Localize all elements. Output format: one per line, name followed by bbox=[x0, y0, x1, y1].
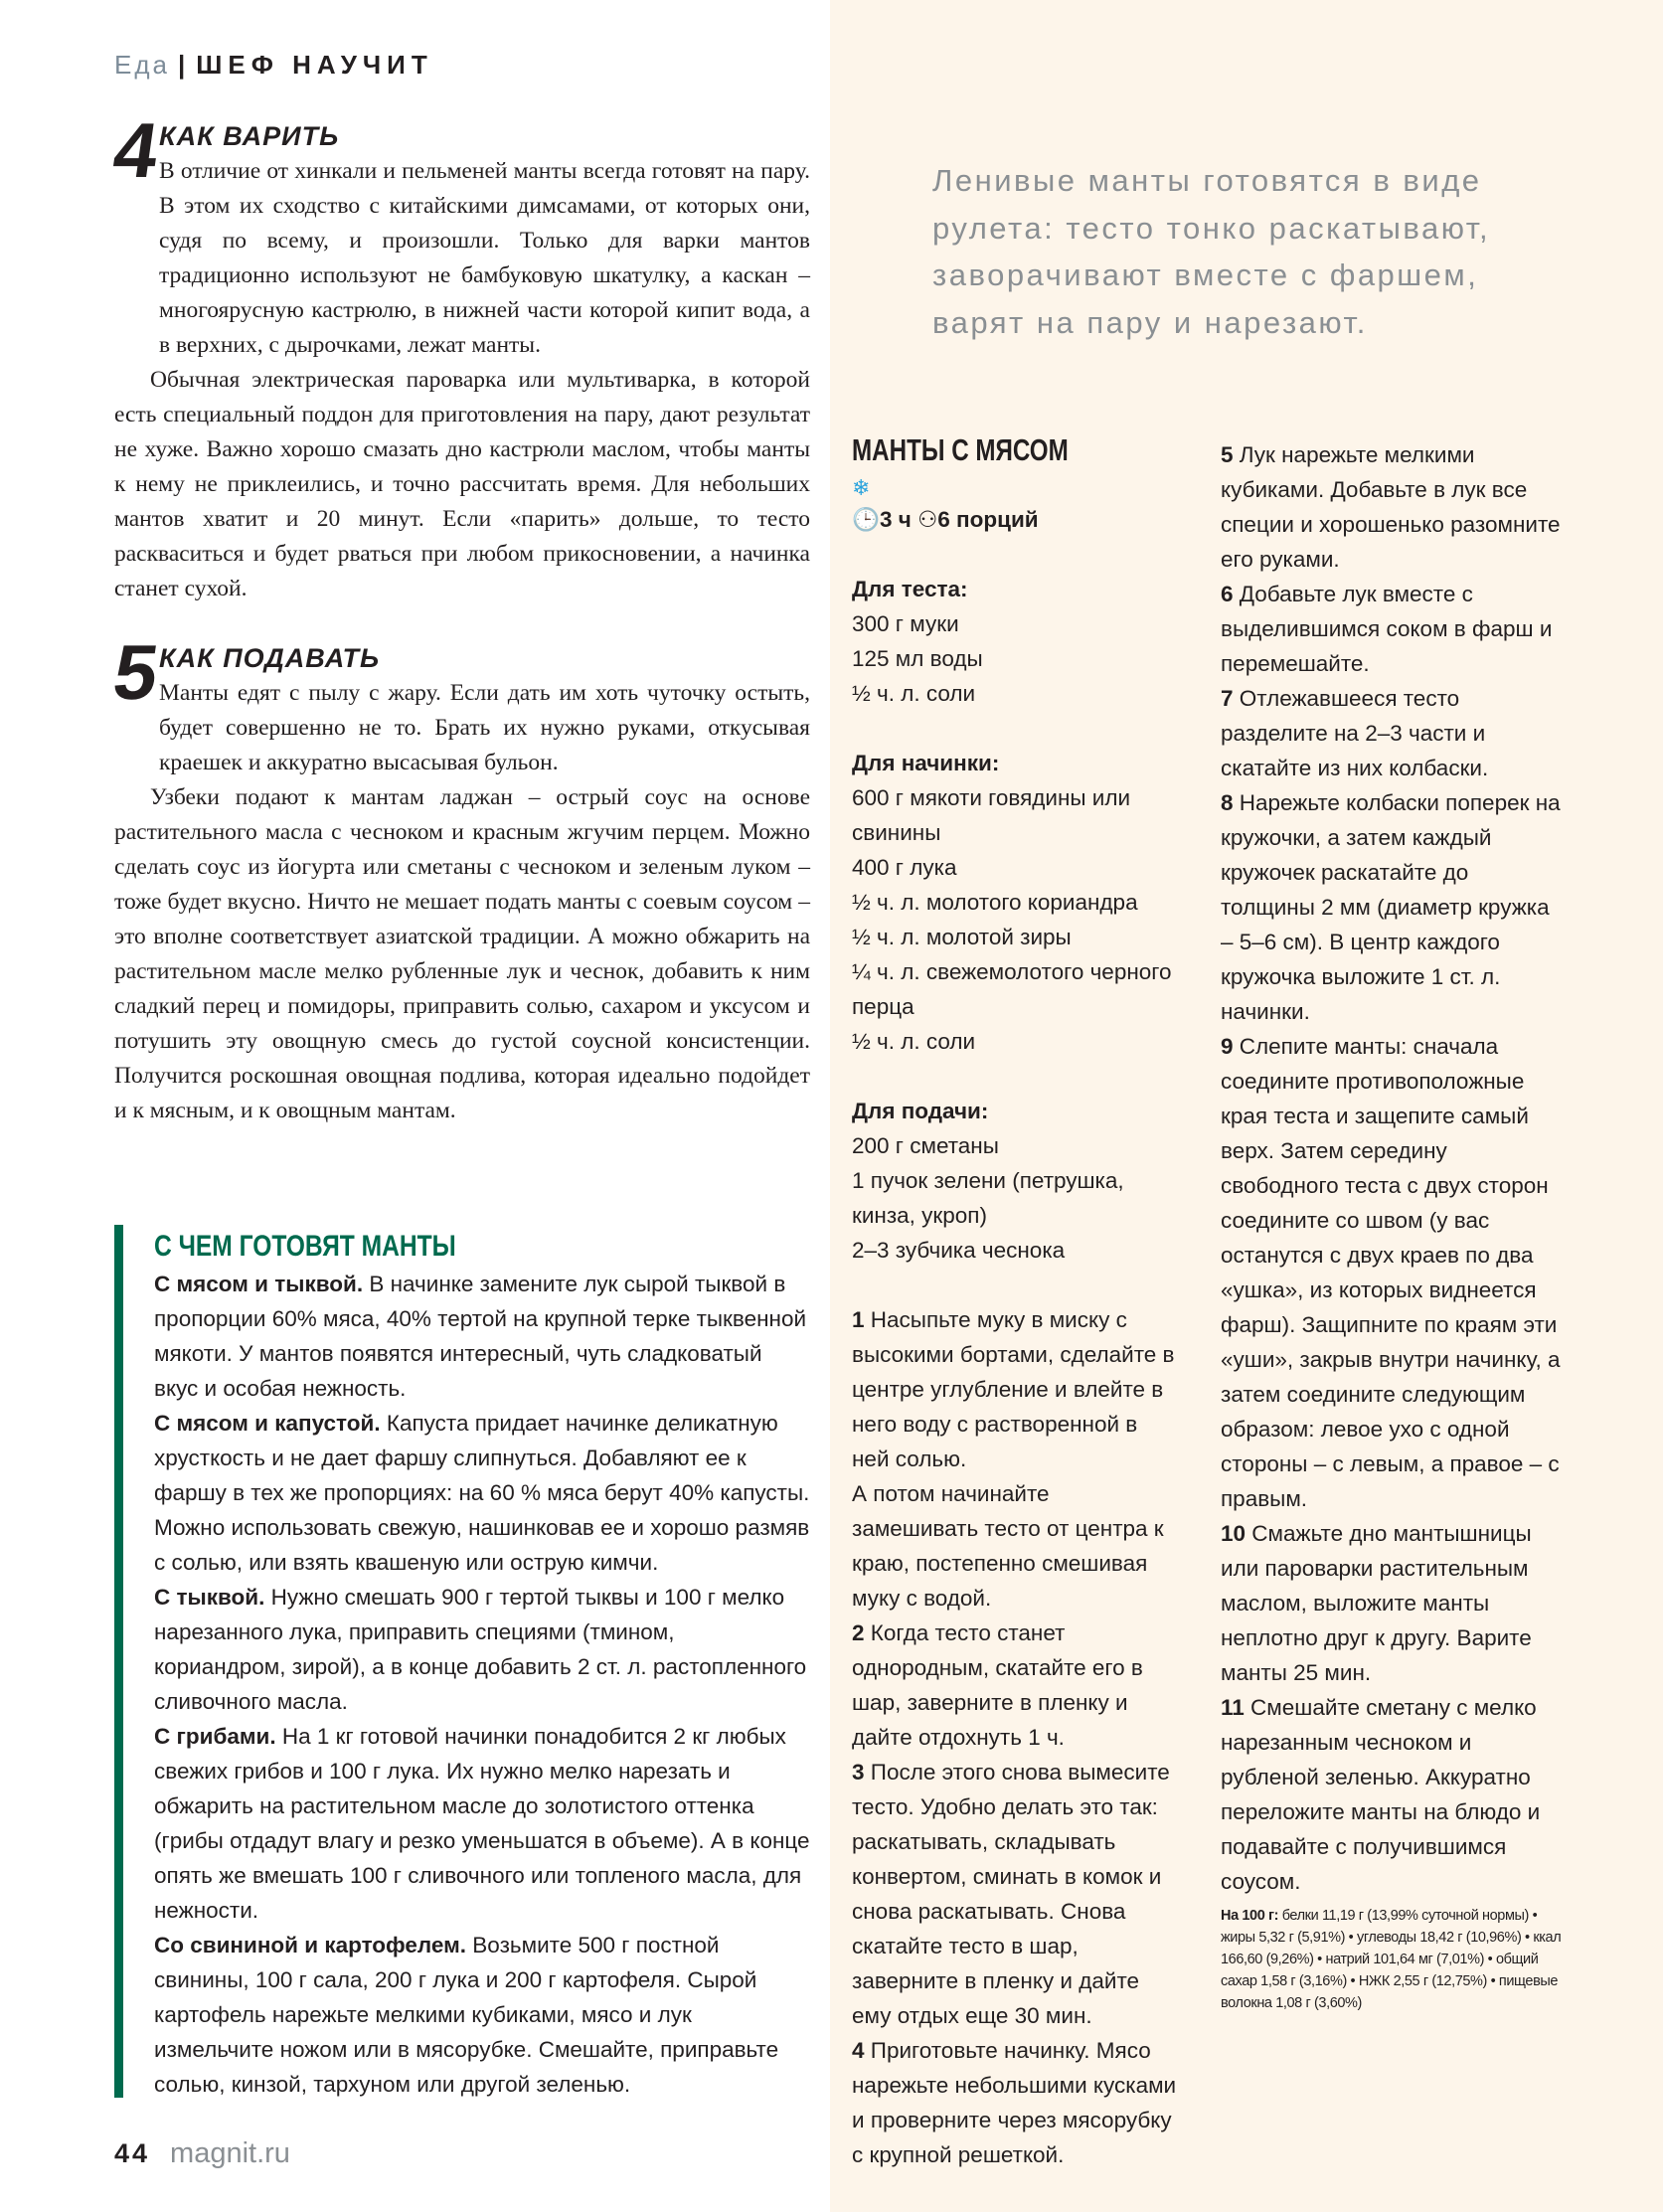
ingredient: 600 г мякоти говядины или свинины bbox=[852, 785, 1131, 845]
servings: 6 порций bbox=[937, 507, 1039, 532]
recipe-column-1 bbox=[852, 432, 1180, 2172]
step: 3 После этого снова вымесите тесто. Удобно делать это так: раскатывать, складывать конвертом, сминать в комок и снова раскатывать. Снова скатайте тесто в шар, заверните в пленку и дайте ему отдых еще 30 мин. bbox=[852, 1760, 1170, 2028]
section-how-to-serve bbox=[107, 628, 810, 1128]
sidebar-title: С ЧЕМ ГОТОВЯТ МАНТЫ bbox=[154, 1230, 456, 1263]
recipe-column-2 bbox=[1221, 437, 1564, 2014]
rubric-label: ШЕФ НАУЧИТ bbox=[196, 50, 433, 80]
ingredient: 400 г лука bbox=[852, 855, 957, 880]
step: 11 Смешайте сметану с мелко нарезанным чесноком и рубленой зеленью. Аккуратно переложите манты на блюдо и подавайте с получившимся соусом. bbox=[1221, 1695, 1541, 1894]
step: 5 Лук нарежьте мелкими кубиками. Добавьте в лук все специи и хорошенько разомните его руками. bbox=[1221, 442, 1561, 572]
section-number: 4 bbox=[107, 106, 164, 194]
ingredient: 2–3 зубчика чеснока bbox=[852, 1238, 1066, 1263]
page-header bbox=[114, 50, 433, 81]
variation-item: С мясом и капустой. Капуста придает начинке деликатную хрусткость и не дает фаршу слипнуться. Добавляют ее к фаршу в тех же пропорциях: на 60 % мяса берут 40% капусты. Можно использовать свежую, нашинковав ее и хорошо размяв с солью, или взять квашеную или острую кимчи. bbox=[154, 1411, 810, 1575]
steps bbox=[852, 1302, 1180, 2172]
paragraph: Обычная электрическая пароварка или мультиварка, в которой есть специальный поддон для приготовления на пару, дают результат не хуже. Важно хорошо смазать дно кастрюли маслом, чтобы манты к нему не приклеились, и точно рассчитать время. Для небольших мантов хватит и 20 минут. Если «парить» дольше, то тесто раскваситься и будет рваться при любом прикосновении, а начинка станет сухой. bbox=[114, 367, 810, 601]
recipe-title: МАНТЫ С МЯСОМ bbox=[852, 432, 1069, 467]
ingredient-group: Для теста: 300 г муки 125 мл воды ½ ч. л. соли bbox=[852, 572, 1180, 711]
paragraph: В отличие от хинкали и пельменей манты всегда готовят на пару. В этом их сходство с китайскими димсамами, от которых они, судя по всему, и произошли. Только для варки мантов традиционно используют не бамбуковую шкатулку, а каскан – многоярусную кастрюлю, в нижней части которой кипит вода, а в верхних, с дырочками, лежат манты. bbox=[159, 158, 810, 358]
variation-item: С тыквой. Нужно смешать 900 г тертой тыквы и 100 г мелко нарезанного лука, приправить специями (тмином, кориандром, зирой), а в конце добавить 2 ст. л. растопленного сливочного масла. bbox=[154, 1585, 807, 1714]
ingredient: ½ ч. л. соли bbox=[852, 1029, 976, 1054]
section-label: Еда bbox=[114, 50, 170, 80]
cook-time: 3 ч bbox=[880, 507, 912, 532]
section-number: 5 bbox=[107, 628, 164, 716]
ingredient: ½ ч. л. соли bbox=[852, 681, 976, 706]
ingredient: ¼ ч. л. свежемолотого черного перца bbox=[852, 959, 1172, 1019]
variations-sidebar bbox=[114, 1225, 810, 2098]
paragraph: Узбеки подают к мантам ладжан – острый соус на основе растительного масла с чесноком и красным жгучим перцем. Можно сделать соус из йогурта или сметаны с чесноком и зеленым луком – тоже будет вкусно. Ничто не мешает подать манты с соевым соусом – это вполне соответствует азиатской традиции. А можно обжарить на растительном масле мелко рубленные лук и чеснок, добавить к ним сладкий перец и помидоры, приправить солью, сахаром и уксусом и потушить эту овощную смесь до густой соусной консистенции. Получится роскошная овощная подлива, которая идеально подойдет и к мясным, и к овощным мантам. bbox=[114, 784, 810, 1123]
variation-item: С грибами. На 1 кг готовой начинки понадобится 2 кг любых свежих грибов и 100 г лука. Их нужно мелко нарезать и обжарить на растительном масле до золотистого оттенка (грибы отдадут влагу и резко уменьшатся в объеме). А в конце опять же вмешать 100 г сливочного или топленого масла, для нежности. bbox=[154, 1724, 810, 1923]
section-how-to-cook bbox=[107, 106, 810, 606]
site-link[interactable]: magnit.ru bbox=[170, 2137, 290, 2169]
step: 8 Нарежьте колбаски поперек на кружочки, а затем каждый кружочек раскатайте до толщины 2 мм (диаметр кружка – 5–6 см). В центр каждого кружочка выложите 1 ст. л. начинки. bbox=[1221, 790, 1561, 1024]
pull-quote: Ленивые манты готовятся в виде рулета: тесто тонко раскатывают, заворачивают вместе с фаршем, варят на пару и нарезают. bbox=[932, 163, 1491, 340]
step: 7 Отлежавшееся тесто разделите на 2–3 части и скатайте из них колбаски. bbox=[1221, 686, 1489, 780]
step: 6 Добавьте лук вместе с выделившимся соком в фарш и перемешайте. bbox=[1221, 582, 1553, 676]
ingredient-group: Для начинки: 600 г мякоти говядины или свинины 400 г лука ½ ч. л. молотого кориандра ½ ч. л. молотой зиры ¼ ч. л. свежемолотого черного перца ½ ч. л. соли bbox=[852, 746, 1180, 1059]
ingredient-group: Для подачи: 200 г сметаны 1 пучок зелени (петрушка, кинза, укроп) 2–3 зубчика чеснока bbox=[852, 1094, 1180, 1268]
page-number: 44 bbox=[114, 2138, 151, 2168]
ingredient: 200 г сметаны bbox=[852, 1133, 999, 1158]
ingredient: 300 г муки bbox=[852, 611, 959, 636]
page-footer bbox=[114, 2137, 290, 2170]
ingredient: ½ ч. л. молотого кориандра bbox=[852, 890, 1138, 915]
header-divider: | bbox=[177, 50, 189, 80]
step: 2 Когда тесто станет однородным, скатайте его в шар, заверните в пленку и дайте отдохнуть 1 ч. bbox=[852, 1620, 1143, 1750]
variation-item: С мясом и тыквой. В начинке замените лук сырой тыквой в пропорции 60% мяса, 40% тертой на крупной терке тыквенной мякоти. У мантов появятся интересный, чуть сладковатый вкус и особая нежность. bbox=[154, 1272, 807, 1401]
ingredient: 125 мл воды bbox=[852, 646, 983, 671]
step: 10 Смажьте дно мантышницы или пароварки растительным маслом, выложите манты неплотно друг к другу. Варите манты 25 мин. bbox=[1221, 1521, 1532, 1685]
step: А потом начинайте замешивать тесто от центра к краю, постепенно смешивая муку с водой. bbox=[852, 1481, 1164, 1611]
variation-item: Со свининой и картофелем. Возьмите 500 г постной свинины, 100 г сала, 200 г лука и 200 г картофеля. Сырой картофель нарежьте мелкими кубиками, мясо и лук измельчите ножом или в мясорубке. Смешайте, приправьте солью, кинзой, тархуном или другой зеленью. bbox=[154, 1933, 779, 2097]
step: 4 Приготовьте начинку. Мясо нарежьте небольшими кусками и проверните через мясорубку с крупной решеткой. bbox=[852, 2038, 1177, 2167]
paragraph: Манты едят с пылу с жару. Если дать им хоть чуточку остыть, будет совершенно не то. Брать их нужно руками, откусывая краешек и аккуратно высасывая бульон. bbox=[159, 680, 810, 775]
nutrition-facts: На 100 г: белки 11,19 г (13,99% суточной нормы) • жиры 5,32 г (5,91%) • углеводы 18,42 г (10,96%) • ккал 166,60 (9,26%) • натрий 101,64 мг (7,01%) • общий сахар 1,58 г (3,16%) • НЖК 2,55 г (12,75%) • пищевые волокна 1,08 г (3,60%) bbox=[1221, 1908, 1562, 2011]
snowflake-icon: ❄ bbox=[852, 475, 871, 500]
ingredient: ½ ч. л. молотой зиры bbox=[852, 925, 1072, 949]
person-icon: ⚇ bbox=[917, 507, 938, 532]
section-title: КАК ПОДАВАТЬ bbox=[159, 643, 381, 673]
clock-icon: 🕒 bbox=[852, 507, 881, 532]
section-title: КАК ВАРИТЬ bbox=[159, 121, 340, 151]
ingredient: 1 пучок зелени (петрушка, кинза, укроп) bbox=[852, 1168, 1124, 1228]
step: 9 Слепите манты: сначала соедините противоположные края теста и защепите самый верх. Затем середину свободного теста с двух сторон соедините со швом (у вас останутся с двух краев по два «ушка», из которых виднеется фарш). Защипните по краям эти «уши», закрыв внутри начинку, а затем соедините следующим образом: левое ухо с одной стороны – с левым, а правое – с правым. bbox=[1221, 1034, 1561, 1511]
step: 1 Насыпьте муку в миску с высокими бортами, сделайте в центре углубление и влейте в него воду с растворенной в ней солью. bbox=[852, 1307, 1175, 1471]
recipe-meta bbox=[852, 502, 1180, 537]
